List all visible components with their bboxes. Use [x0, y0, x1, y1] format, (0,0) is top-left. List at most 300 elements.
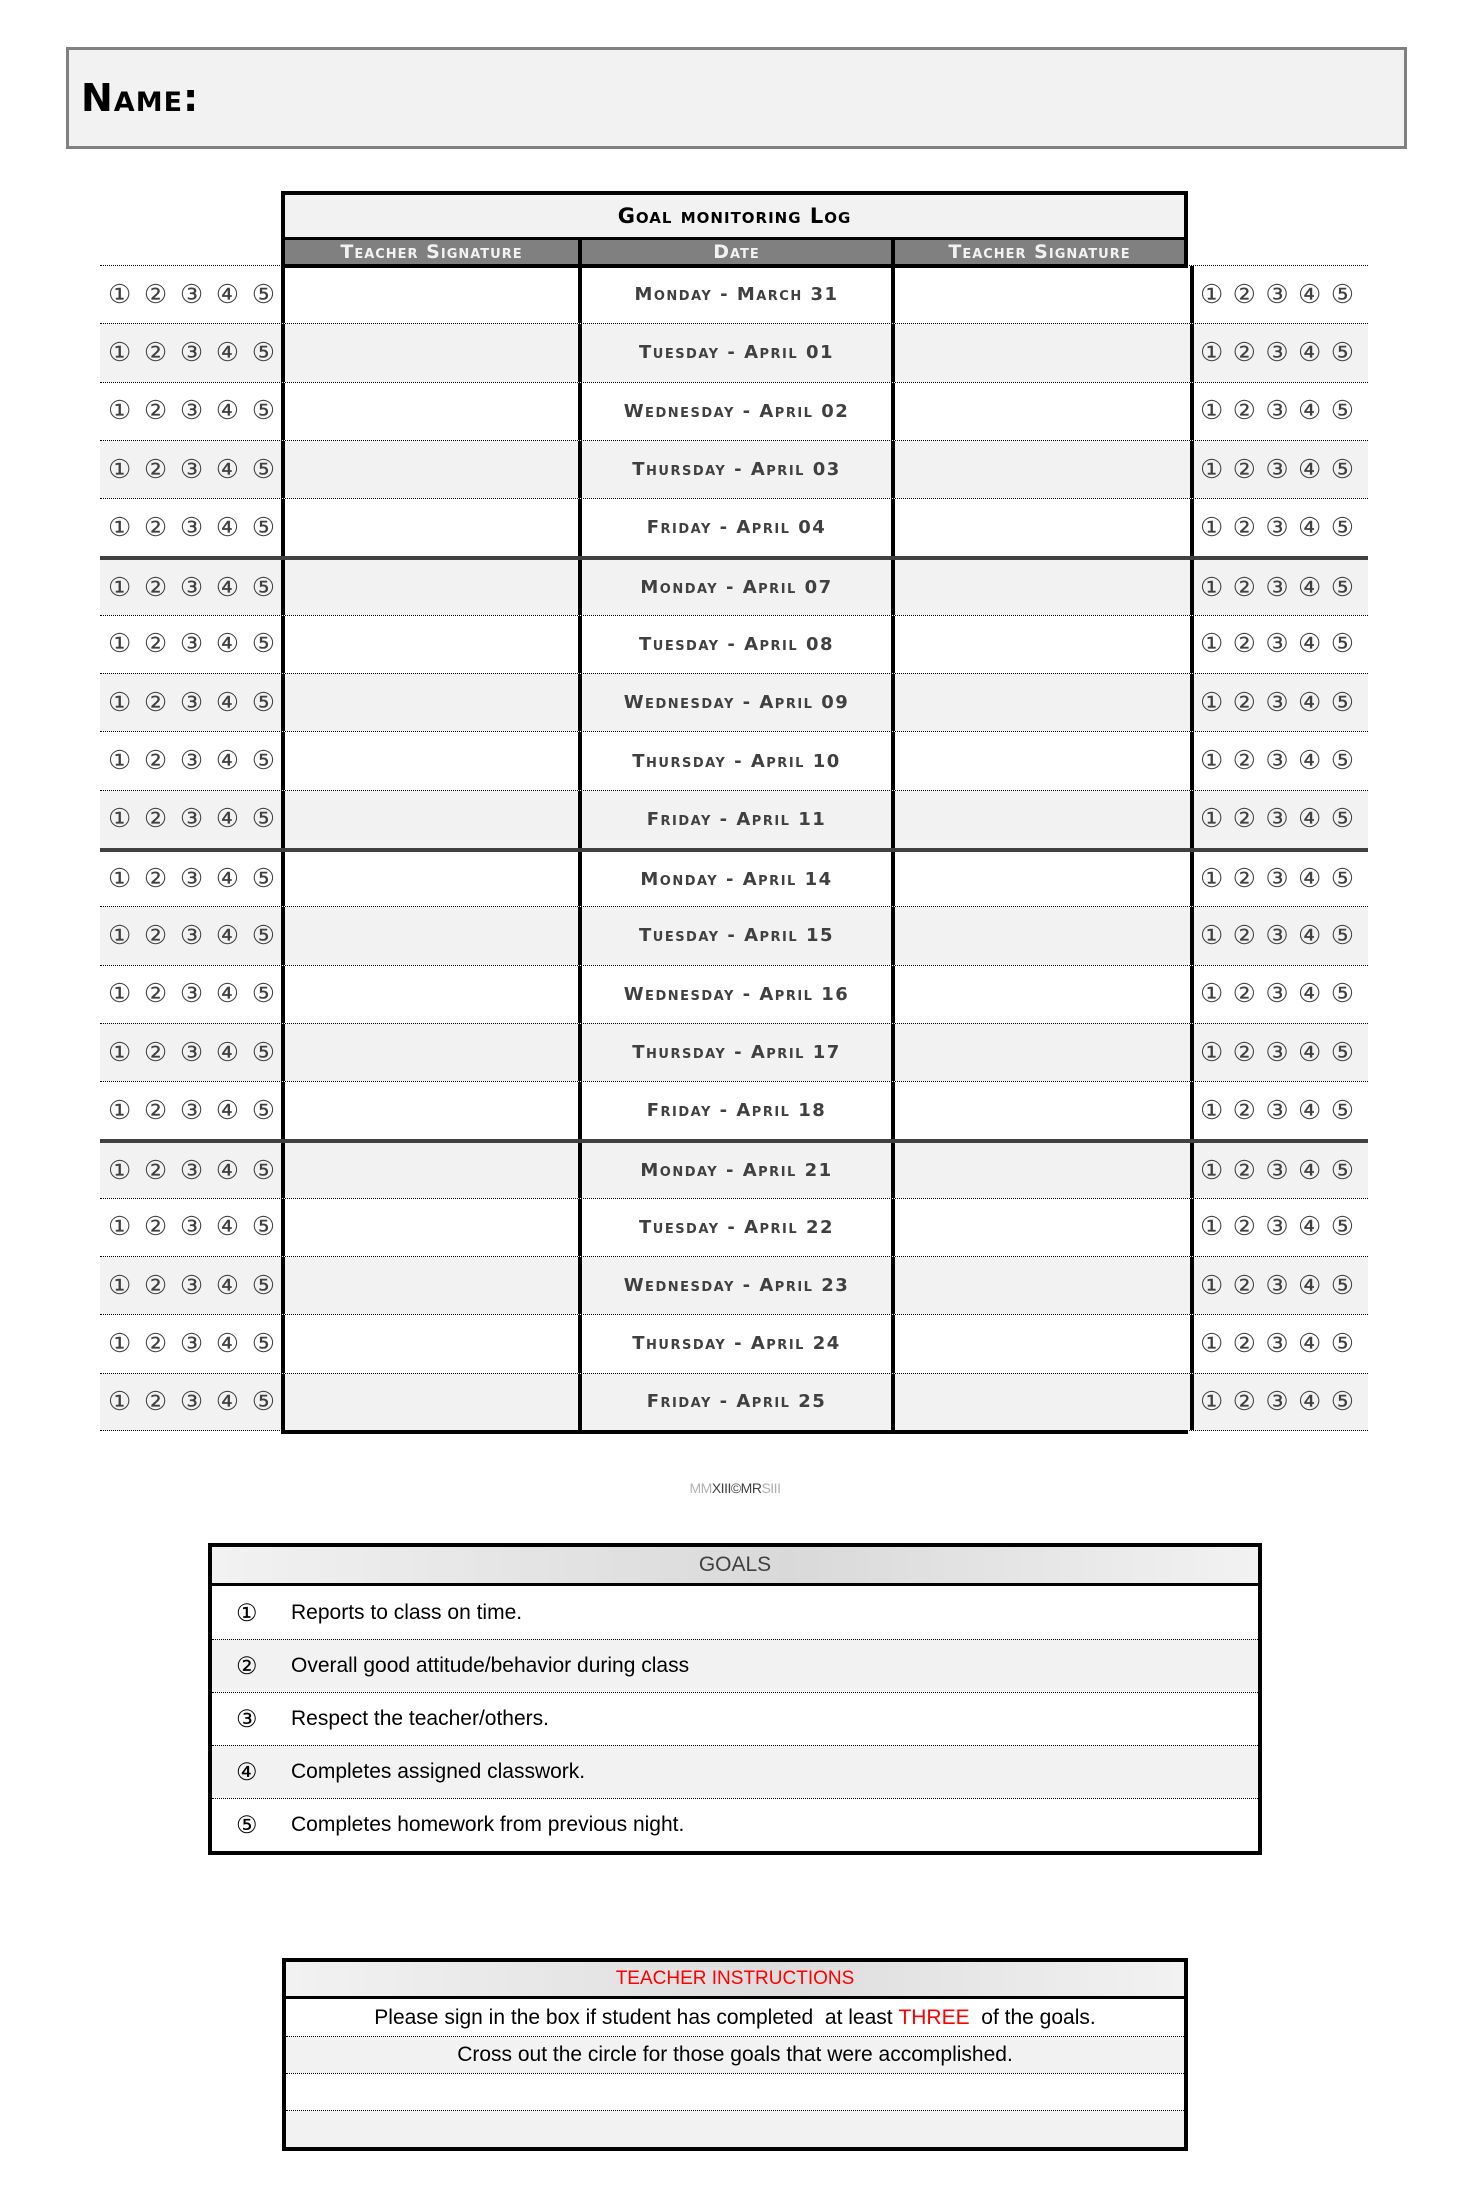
goals-table	[208, 1543, 1262, 1855]
goal-circle-3-icon[interactable]: ③	[179, 572, 204, 603]
goal-circle-5-icon[interactable]: ⑤	[1330, 687, 1354, 718]
log-row	[100, 440, 1368, 498]
goal-circle-3-icon[interactable]: ③	[179, 1095, 204, 1126]
goal-circle-3-icon[interactable]: ③	[1265, 1328, 1289, 1359]
teacher-signature-cell-left[interactable]	[281, 1082, 582, 1139]
goal-circle-3-icon[interactable]: ③	[179, 979, 204, 1010]
goal-circle-1-icon[interactable]: ①	[108, 1095, 132, 1126]
goal-circle-3-icon[interactable]: ③	[179, 1212, 204, 1243]
goal-circle-1-icon[interactable]: ①	[1200, 279, 1224, 310]
goal-circle-2-icon[interactable]: ②	[143, 337, 168, 368]
goal-circle-4-icon[interactable]: ④	[1298, 454, 1322, 485]
teacher-signature-cell-right[interactable]	[895, 441, 1194, 498]
goal-circle-1-icon[interactable]: ①	[1200, 1386, 1224, 1417]
goal-circle-3-icon[interactable]: ③	[1265, 1095, 1289, 1126]
teacher-signature-cell-right[interactable]	[895, 499, 1194, 556]
goal-circle-1-icon[interactable]: ①	[1200, 920, 1224, 951]
goal-circle-5-icon[interactable]: ⑤	[251, 279, 275, 310]
goal-circle-2-icon[interactable]: ②	[143, 1155, 168, 1186]
goal-circle-5-icon[interactable]: ⑤	[251, 804, 275, 835]
goal-circle-5-icon[interactable]: ⑤	[1330, 979, 1354, 1010]
goal-circle-4-icon[interactable]: ④	[1298, 337, 1322, 368]
goal-circle-4-icon[interactable]: ④	[215, 572, 240, 603]
goal-circles-right	[1194, 1374, 1360, 1430]
goal-circle-1-icon[interactable]: ①	[108, 979, 132, 1010]
goal-circle-3-icon[interactable]: ③	[179, 396, 204, 427]
teacher-instructions-table	[282, 1958, 1188, 2151]
goal-circle-5-icon[interactable]: ⑤	[1330, 454, 1354, 485]
goal-circle-1-icon[interactable]: ①	[108, 1212, 132, 1243]
goal-circles-left	[100, 732, 281, 789]
teacher-signature-cell-left[interactable]	[281, 907, 582, 964]
goal-circle-2-icon[interactable]: ②	[143, 1328, 168, 1359]
goal-circle-1-icon[interactable]: ①	[1200, 512, 1224, 543]
goal-circle-4-icon[interactable]: ④	[215, 1037, 240, 1068]
goal-circle-2-icon[interactable]: ②	[1232, 1328, 1256, 1359]
goal-text: Respect the teacher/others.	[291, 1707, 549, 1730]
teacher-signature-cell-left[interactable]	[281, 1143, 582, 1197]
goal-circle-5-icon[interactable]: ⑤	[251, 687, 275, 718]
goal-circle-2-icon[interactable]: ②	[1232, 454, 1256, 485]
goal-circles-right	[1194, 852, 1360, 906]
date-cell: Friday - April 25	[582, 1374, 895, 1430]
goal-circle-1-icon[interactable]: ①	[108, 864, 132, 895]
goal-circle-3-icon[interactable]: ③	[179, 1155, 204, 1186]
goal-circles-right	[1194, 791, 1360, 848]
goal-circle-5-icon[interactable]: ⑤	[251, 454, 275, 485]
goal-circle-4-icon[interactable]: ④	[215, 1270, 240, 1301]
goal-circle-4-icon[interactable]: ④	[1298, 512, 1322, 543]
goal-circle-5-icon[interactable]: ⑤	[251, 572, 275, 603]
teacher-signature-cell-right[interactable]	[895, 266, 1194, 323]
goal-circle-3-icon[interactable]: ③	[1265, 920, 1289, 951]
goal-circle-1-icon[interactable]: ①	[108, 920, 132, 951]
log-row	[100, 498, 1368, 556]
goal-circles-left	[100, 1315, 281, 1372]
teacher-signature-cell-right[interactable]	[895, 674, 1194, 731]
goal-circle-5-icon[interactable]: ⑤	[251, 746, 275, 777]
goal-circle-4-icon[interactable]: ④	[1298, 920, 1322, 951]
instruction-line	[286, 1999, 1184, 2036]
goal-circles-right	[1194, 674, 1360, 731]
goal-circle-2-icon[interactable]: ②	[143, 396, 168, 427]
goal-circles-left	[100, 907, 281, 964]
goal-circle-5-icon[interactable]: ⑤	[251, 979, 275, 1010]
goal-circle-3-icon[interactable]: ③	[1265, 1270, 1289, 1301]
goal-circle-1-icon[interactable]: ①	[108, 1037, 132, 1068]
goal-circle-4-icon[interactable]: ④	[215, 337, 240, 368]
goal-circle-2-icon[interactable]: ②	[143, 920, 168, 951]
goal-circles-left	[100, 1257, 281, 1314]
goal-circle-3-icon[interactable]: ③	[179, 279, 204, 310]
goal-circle-1-icon[interactable]: ①	[108, 1155, 132, 1186]
goal-circle-3-icon[interactable]: ③	[1265, 687, 1289, 718]
goal-circle-1-icon[interactable]: ①	[1200, 979, 1224, 1010]
teacher-signature-cell-left[interactable]	[281, 852, 582, 906]
teacher-signature-cell-right[interactable]	[895, 732, 1194, 789]
goal-circle-1-icon[interactable]: ①	[1200, 1037, 1224, 1068]
goal-circle-4-icon[interactable]: ④	[215, 1155, 240, 1186]
goal-circles-right	[1194, 324, 1360, 381]
goal-circle-3-icon[interactable]: ③	[1265, 1212, 1289, 1243]
goal-circle-1-icon[interactable]: ①	[1200, 396, 1224, 427]
goal-circle-2-icon[interactable]: ②	[143, 979, 168, 1010]
goal-circle-1-icon[interactable]: ①	[108, 804, 132, 835]
log-row	[100, 323, 1368, 381]
teacher-signature-cell-left[interactable]	[281, 266, 582, 323]
goal-circle-4-icon[interactable]: ④	[1298, 864, 1322, 895]
goal-circle-4-icon[interactable]: ④	[1298, 396, 1322, 427]
goal-circle-3-icon[interactable]: ③	[179, 1037, 204, 1068]
teacher-signature-cell-left[interactable]	[281, 324, 582, 381]
goal-circle-2-icon[interactable]: ②	[143, 804, 168, 835]
goal-circle-4-icon[interactable]: ④	[215, 687, 240, 718]
goal-item	[212, 1692, 1258, 1745]
goal-circle-4-icon[interactable]: ④	[215, 979, 240, 1010]
teacher-signature-cell-right[interactable]	[895, 324, 1194, 381]
goal-circle-5-icon[interactable]: ⑤	[1330, 512, 1354, 543]
goal-circle-2-icon[interactable]: ②	[143, 279, 168, 310]
goal-circle-2-icon[interactable]: ②	[1232, 337, 1256, 368]
log-row	[100, 1081, 1368, 1139]
goal-circle-3-icon[interactable]: ③	[179, 512, 204, 543]
goal-circle-1-icon[interactable]: ①	[1200, 1155, 1224, 1186]
goal-circles-left	[100, 499, 281, 556]
goal-circle-5-icon[interactable]: ⑤	[1330, 629, 1354, 660]
goal-circles-left	[100, 616, 281, 673]
goal-circle-3-icon[interactable]: ③	[179, 454, 204, 485]
teacher-signature-cell-left[interactable]	[281, 966, 582, 1023]
goal-circle-5-icon[interactable]: ⑤	[251, 920, 275, 951]
goal-circle-5-icon[interactable]: ⑤	[1330, 1095, 1354, 1126]
goal-circle-2-icon[interactable]: ②	[1232, 979, 1256, 1010]
goal-circle-1-icon[interactable]: ①	[108, 279, 132, 310]
goal-circle-4-icon[interactable]: ④	[215, 1386, 240, 1417]
goal-circle-2-icon[interactable]: ②	[1232, 1212, 1256, 1243]
goal-number-icon: ⑤	[236, 1811, 258, 1839]
goal-circle-4-icon[interactable]: ④	[1298, 1095, 1322, 1126]
goal-circle-4-icon[interactable]: ④	[215, 512, 240, 543]
goal-circle-4-icon[interactable]: ④	[1298, 804, 1322, 835]
instruction-line-blank	[286, 2073, 1184, 2110]
goal-circle-3-icon[interactable]: ③	[179, 864, 204, 895]
goal-circle-3-icon[interactable]: ③	[1265, 1386, 1289, 1417]
goal-circle-4-icon[interactable]: ④	[215, 804, 240, 835]
goal-circles-left	[100, 1143, 281, 1197]
goal-circle-2-icon[interactable]: ②	[1232, 629, 1256, 660]
goal-circle-1-icon[interactable]: ①	[108, 687, 132, 718]
goal-circle-4-icon[interactable]: ④	[215, 629, 240, 660]
goal-circle-5-icon[interactable]: ⑤	[1330, 396, 1354, 427]
teacher-signature-cell-left[interactable]	[281, 383, 582, 440]
goal-circle-1-icon[interactable]: ①	[1200, 1328, 1224, 1359]
goal-circle-2-icon[interactable]: ②	[143, 1270, 168, 1301]
teacher-signature-cell-left[interactable]	[281, 1374, 582, 1430]
date-cell: Friday - April 04	[582, 499, 895, 556]
goal-circle-5-icon[interactable]: ⑤	[251, 1095, 275, 1126]
goal-circles-left	[100, 441, 281, 498]
goal-number-icon: ④	[236, 1758, 258, 1786]
goal-circle-2-icon[interactable]: ②	[1232, 1386, 1256, 1417]
goal-circles-right	[1194, 616, 1360, 673]
goal-circle-3-icon[interactable]: ③	[1265, 629, 1289, 660]
goal-circles-right	[1194, 907, 1360, 964]
goal-circle-4-icon[interactable]: ④	[1298, 1037, 1322, 1068]
teacher-signature-cell-right[interactable]	[895, 1374, 1194, 1430]
teacher-signature-cell-left[interactable]	[281, 616, 582, 673]
goal-circle-2-icon[interactable]: ②	[1232, 804, 1256, 835]
goal-circle-2-icon[interactable]: ②	[1232, 687, 1256, 718]
goal-circle-5-icon[interactable]: ⑤	[1330, 279, 1354, 310]
goal-circle-3-icon[interactable]: ③	[179, 1328, 204, 1359]
goal-circle-5-icon[interactable]: ⑤	[251, 1037, 275, 1068]
log-row	[100, 1198, 1368, 1256]
teacher-signature-cell-left[interactable]	[281, 1199, 582, 1256]
goal-circle-1-icon[interactable]: ①	[1200, 629, 1224, 660]
goal-text: Reports to class on time.	[291, 1600, 523, 1624]
goal-circle-4-icon[interactable]: ④	[1298, 279, 1322, 310]
goal-circle-5-icon[interactable]: ⑤	[1330, 1155, 1354, 1186]
goal-circle-1-icon[interactable]: ①	[1200, 804, 1224, 835]
goal-circle-4-icon[interactable]: ④	[1298, 572, 1322, 603]
goal-circle-4-icon[interactable]: ④	[215, 864, 240, 895]
goal-circle-3-icon[interactable]: ③	[179, 687, 204, 718]
goal-circle-5-icon[interactable]: ⑤	[1330, 1270, 1354, 1301]
goal-circle-2-icon[interactable]: ②	[143, 864, 168, 895]
goal-circle-5-icon[interactable]: ⑤	[1330, 1212, 1354, 1243]
goal-circle-5-icon[interactable]: ⑤	[251, 864, 275, 895]
teacher-signature-cell-right[interactable]	[895, 852, 1194, 906]
goal-circle-1-icon[interactable]: ①	[1200, 864, 1224, 895]
goal-circle-4-icon[interactable]: ④	[1298, 629, 1322, 660]
goal-circle-2-icon[interactable]: ②	[143, 1095, 168, 1126]
goal-circle-2-icon[interactable]: ②	[143, 629, 168, 660]
goal-circle-1-icon[interactable]: ①	[1200, 746, 1224, 777]
goal-circles-left	[100, 1024, 281, 1081]
goal-circle-5-icon[interactable]: ⑤	[251, 1212, 275, 1243]
goal-circle-2-icon[interactable]: ②	[1232, 279, 1256, 310]
goal-circle-1-icon[interactable]: ①	[108, 1386, 132, 1417]
teacher-signature-cell-left[interactable]	[281, 1257, 582, 1314]
goal-circle-4-icon[interactable]: ④	[215, 454, 240, 485]
goal-circle-4-icon[interactable]: ④	[215, 396, 240, 427]
goal-circle-2-icon[interactable]: ②	[143, 454, 168, 485]
instructions-title: TEACHER INSTRUCTIONS	[286, 1962, 1184, 1999]
goal-circle-3-icon[interactable]: ③	[1265, 454, 1289, 485]
goal-circle-4-icon[interactable]: ④	[1298, 1270, 1322, 1301]
goal-circle-1-icon[interactable]: ①	[1200, 1095, 1224, 1126]
goal-circle-3-icon[interactable]: ③	[179, 920, 204, 951]
goal-circle-5-icon[interactable]: ⑤	[1330, 1328, 1354, 1359]
goal-circle-5-icon[interactable]: ⑤	[251, 1270, 275, 1301]
copyright-part: MM	[689, 1480, 712, 1496]
goal-circle-5-icon[interactable]: ⑤	[251, 629, 275, 660]
goal-circle-2-icon[interactable]: ②	[143, 1212, 168, 1243]
goal-circle-2-icon[interactable]: ②	[143, 512, 168, 543]
name-field-box[interactable]	[66, 47, 1407, 149]
goal-circle-1-icon[interactable]: ①	[108, 396, 132, 427]
goal-circle-3-icon[interactable]: ③	[1265, 396, 1289, 427]
goal-circle-2-icon[interactable]: ②	[1232, 1037, 1256, 1068]
goal-circle-2-icon[interactable]: ②	[1232, 1095, 1256, 1126]
goal-circle-2-icon[interactable]: ②	[143, 746, 168, 777]
goal-circles-left	[100, 266, 281, 323]
goal-circle-4-icon[interactable]: ④	[215, 1095, 240, 1126]
goal-circle-1-icon[interactable]: ①	[108, 512, 132, 543]
teacher-signature-cell-right[interactable]	[895, 1024, 1194, 1081]
teacher-signature-cell-right[interactable]	[895, 1143, 1194, 1197]
goal-circle-1-icon[interactable]: ①	[108, 746, 132, 777]
goal-circle-2-icon[interactable]: ②	[143, 1386, 168, 1417]
goal-circle-3-icon[interactable]: ③	[179, 746, 204, 777]
goal-circle-5-icon[interactable]: ⑤	[1330, 572, 1354, 603]
goal-circle-3-icon[interactable]: ③	[1265, 1155, 1289, 1186]
date-cell: Friday - April 18	[582, 1082, 895, 1139]
date-cell: Monday - April 07	[582, 560, 895, 614]
log-title: Goal monitoring Log	[281, 191, 1188, 240]
goal-circle-4-icon[interactable]: ④	[215, 746, 240, 777]
teacher-signature-cell-right[interactable]	[895, 966, 1194, 1023]
goal-circle-2-icon[interactable]: ②	[143, 1037, 168, 1068]
goal-circle-4-icon[interactable]: ④	[1298, 1212, 1322, 1243]
goal-circle-3-icon[interactable]: ③	[179, 1270, 204, 1301]
goal-circle-5-icon[interactable]: ⑤	[251, 337, 275, 368]
goal-circle-1-icon[interactable]: ①	[1200, 687, 1224, 718]
goal-circle-1-icon[interactable]: ①	[108, 1328, 132, 1359]
goal-circle-2-icon[interactable]: ②	[1232, 864, 1256, 895]
goal-circle-1-icon[interactable]: ①	[108, 1270, 132, 1301]
goal-circles-right	[1194, 1143, 1360, 1197]
goal-circle-4-icon[interactable]: ④	[215, 279, 240, 310]
goal-circle-1-icon[interactable]: ①	[108, 629, 132, 660]
teacher-signature-cell-left[interactable]	[281, 732, 582, 789]
goal-circle-3-icon[interactable]: ③	[1265, 1037, 1289, 1068]
goal-circle-1-icon[interactable]: ①	[1200, 1270, 1224, 1301]
teacher-signature-cell-right[interactable]	[895, 616, 1194, 673]
goal-circle-1-icon[interactable]: ①	[1200, 337, 1224, 368]
goal-circle-3-icon[interactable]: ③	[1265, 864, 1289, 895]
goal-circle-3-icon[interactable]: ③	[1265, 279, 1289, 310]
goal-item	[212, 1639, 1258, 1692]
teacher-signature-cell-left[interactable]	[281, 441, 582, 498]
log-row	[100, 965, 1368, 1023]
goal-circle-2-icon[interactable]: ②	[1232, 396, 1256, 427]
teacher-signature-cell-right[interactable]	[895, 907, 1194, 964]
teacher-signature-cell-right[interactable]	[895, 1199, 1194, 1256]
goal-circle-5-icon[interactable]: ⑤	[251, 1386, 275, 1417]
teacher-signature-cell-right[interactable]	[895, 1257, 1194, 1314]
goal-circle-5-icon[interactable]: ⑤	[1330, 1386, 1354, 1417]
goal-circle-3-icon[interactable]: ③	[179, 804, 204, 835]
log-column-headers	[281, 240, 1188, 268]
goal-circle-4-icon[interactable]: ④	[1298, 746, 1322, 777]
goal-circle-2-icon[interactable]: ②	[1232, 512, 1256, 543]
goal-circle-1-icon[interactable]: ①	[108, 454, 132, 485]
goal-circle-1-icon[interactable]: ①	[1200, 454, 1224, 485]
date-cell: Friday - April 11	[582, 791, 895, 848]
goal-circle-4-icon[interactable]: ④	[1298, 1328, 1322, 1359]
goal-circle-4-icon[interactable]: ④	[1298, 687, 1322, 718]
goal-circle-3-icon[interactable]: ③	[179, 1386, 204, 1417]
goal-circles-right	[1194, 441, 1360, 498]
teacher-signature-cell-left[interactable]	[281, 499, 582, 556]
goal-circle-3-icon[interactable]: ③	[1265, 512, 1289, 543]
log-row	[100, 265, 1368, 323]
goal-circle-4-icon[interactable]: ④	[215, 1212, 240, 1243]
teacher-signature-cell-right[interactable]	[895, 791, 1194, 848]
log-row	[100, 1023, 1368, 1081]
goal-circle-2-icon[interactable]: ②	[1232, 572, 1256, 603]
goal-circle-1-icon[interactable]: ①	[1200, 1212, 1224, 1243]
date-cell: Thursday - April 10	[582, 732, 895, 789]
goal-circle-5-icon[interactable]: ⑤	[1330, 864, 1354, 895]
goal-circle-3-icon[interactable]: ③	[1265, 746, 1289, 777]
goal-circle-1-icon[interactable]: ①	[108, 572, 132, 603]
goal-circle-4-icon[interactable]: ④	[1298, 1155, 1322, 1186]
goal-circle-2-icon[interactable]: ②	[143, 572, 168, 603]
goal-circle-4-icon[interactable]: ④	[1298, 1386, 1322, 1417]
log-row	[100, 1373, 1368, 1431]
goal-circle-1-icon[interactable]: ①	[108, 337, 132, 368]
copyright-part: SIII	[761, 1480, 781, 1496]
goal-circle-3-icon[interactable]: ③	[1265, 572, 1289, 603]
goal-circle-2-icon[interactable]: ②	[1232, 1155, 1256, 1186]
goal-circle-4-icon[interactable]: ④	[215, 1328, 240, 1359]
goal-circle-2-icon[interactable]: ②	[1232, 920, 1256, 951]
teacher-signature-cell-left[interactable]	[281, 791, 582, 848]
goal-circle-5-icon[interactable]: ⑤	[251, 1155, 275, 1186]
goal-circle-5-icon[interactable]: ⑤	[251, 1328, 275, 1359]
teacher-signature-cell-left[interactable]	[281, 1024, 582, 1081]
teacher-signature-cell-right[interactable]	[895, 1315, 1194, 1372]
goal-circle-4-icon[interactable]: ④	[1298, 979, 1322, 1010]
column-header-date: Date	[582, 240, 895, 264]
teacher-signature-cell-right[interactable]	[895, 383, 1194, 440]
goal-circle-3-icon[interactable]: ③	[1265, 979, 1289, 1010]
goal-circle-2-icon[interactable]: ②	[1232, 746, 1256, 777]
date-cell: Thursday - April 17	[582, 1024, 895, 1081]
goal-circle-3-icon[interactable]: ③	[179, 629, 204, 660]
goal-circle-5-icon[interactable]: ⑤	[251, 396, 275, 427]
goal-circles-right	[1194, 499, 1360, 556]
goal-circle-5-icon[interactable]: ⑤	[251, 512, 275, 543]
goal-circles-left	[100, 852, 281, 906]
goal-circle-5-icon[interactable]: ⑤	[1330, 746, 1354, 777]
teacher-signature-cell-right[interactable]	[895, 560, 1194, 614]
goal-circle-3-icon[interactable]: ③	[1265, 804, 1289, 835]
goal-circle-3-icon[interactable]: ③	[1265, 337, 1289, 368]
goal-circle-4-icon[interactable]: ④	[215, 920, 240, 951]
goal-circle-5-icon[interactable]: ⑤	[1330, 1037, 1354, 1068]
goal-circles-right	[1194, 966, 1360, 1023]
goal-circle-5-icon[interactable]: ⑤	[1330, 804, 1354, 835]
goal-circle-3-icon[interactable]: ③	[179, 337, 204, 368]
date-cell: Wednesday - April 23	[582, 1257, 895, 1314]
teacher-signature-cell-right[interactable]	[895, 1082, 1194, 1139]
teacher-signature-cell-left[interactable]	[281, 674, 582, 731]
goal-circle-2-icon[interactable]: ②	[143, 687, 168, 718]
date-cell: Wednesday - April 09	[582, 674, 895, 731]
goal-circle-5-icon[interactable]: ⑤	[1330, 337, 1354, 368]
goals-title: GOALS	[212, 1547, 1258, 1586]
date-cell: Tuesday - April 01	[582, 324, 895, 381]
teacher-signature-cell-left[interactable]	[281, 560, 582, 614]
goal-circles-right	[1194, 1082, 1360, 1139]
goal-circle-2-icon[interactable]: ②	[1232, 1270, 1256, 1301]
goal-circle-1-icon[interactable]: ①	[1200, 572, 1224, 603]
goal-circle-5-icon[interactable]: ⑤	[1330, 920, 1354, 951]
teacher-signature-cell-left[interactable]	[281, 1315, 582, 1372]
